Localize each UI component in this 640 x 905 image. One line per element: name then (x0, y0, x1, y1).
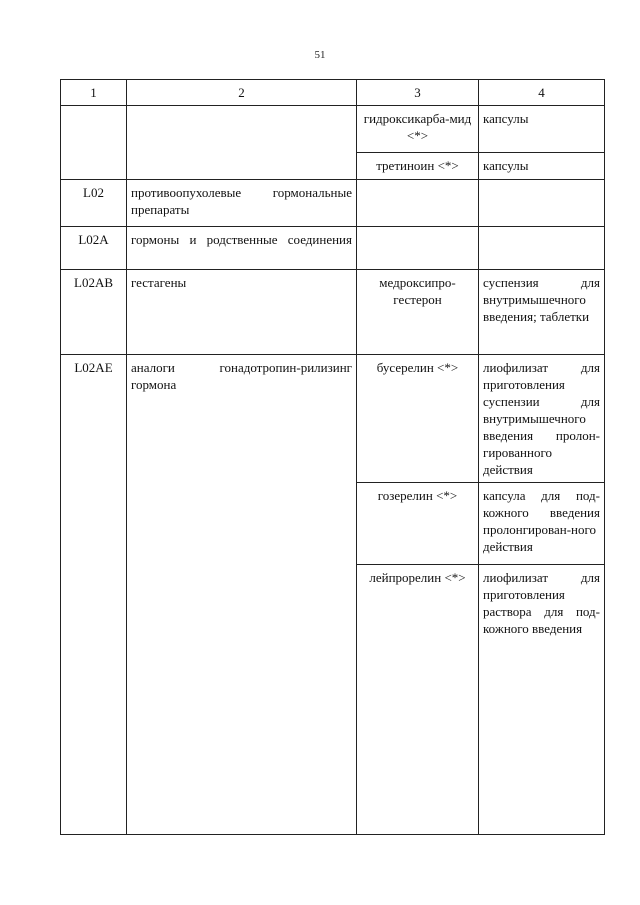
dosage-form-cell: суспензия для внутримышечного введения; таблетки (479, 270, 605, 355)
group-name-text: гормоны и родственные соединения (131, 232, 352, 247)
dosage-form-cell: лиофилизат для приготовления суспензии для внутримышечного введения пролон-гированного действия (479, 355, 605, 483)
drug-name-cell: гидроксикарба-мид <*> (357, 106, 479, 153)
table-row (61, 106, 605, 153)
column-header-2: 2 (127, 80, 357, 106)
dosage-form-cell: капсула для под-кожного введения пролонгирован-ного действия (479, 483, 605, 565)
atc-code-cell: L02A (61, 227, 127, 270)
drug-table (60, 79, 605, 835)
atc-code-cell: L02AE (61, 355, 127, 835)
group-name-cell (127, 355, 357, 835)
table-row (61, 180, 605, 227)
drug-name-cell: третиноин <*> (357, 153, 479, 180)
drug-name-cell (357, 227, 479, 270)
table-header-row (61, 80, 605, 106)
drug-name-cell: медроксипро-гестерон (357, 270, 479, 355)
table-row (61, 227, 605, 270)
atc-code-cell (61, 106, 127, 180)
drug-name-cell: лейпрорелин <*> (357, 565, 479, 835)
group-name-cell (127, 227, 357, 270)
dosage-form-cell: капсулы (479, 106, 605, 153)
column-header-1: 1 (61, 80, 127, 106)
atc-code-cell: L02AB (61, 270, 127, 355)
column-header-4: 4 (479, 80, 605, 106)
dosage-form-cell (479, 180, 605, 227)
group-name-cell: гестагены (127, 270, 357, 355)
group-name-text: аналоги гонадотропин-рилизинг гормона (131, 360, 352, 392)
column-header-3: 3 (357, 80, 479, 106)
drug-name-cell: гозерелин <*> (357, 483, 479, 565)
dosage-form-cell: капсулы (479, 153, 605, 180)
drug-name-cell (357, 180, 479, 227)
atc-code-cell: L02 (61, 180, 127, 227)
page-number: 51 (314, 49, 326, 61)
dosage-form-cell (479, 227, 605, 270)
table-row (61, 270, 605, 355)
drug-name-cell: бусерелин <*> (357, 355, 479, 483)
dosage-form-cell: лиофилизат для приготовления раствора для под-кожного введения (479, 565, 605, 835)
table-row (61, 355, 605, 483)
group-name-cell (127, 106, 357, 180)
group-name-cell: противоопухолевые гормональные препараты (127, 180, 357, 227)
